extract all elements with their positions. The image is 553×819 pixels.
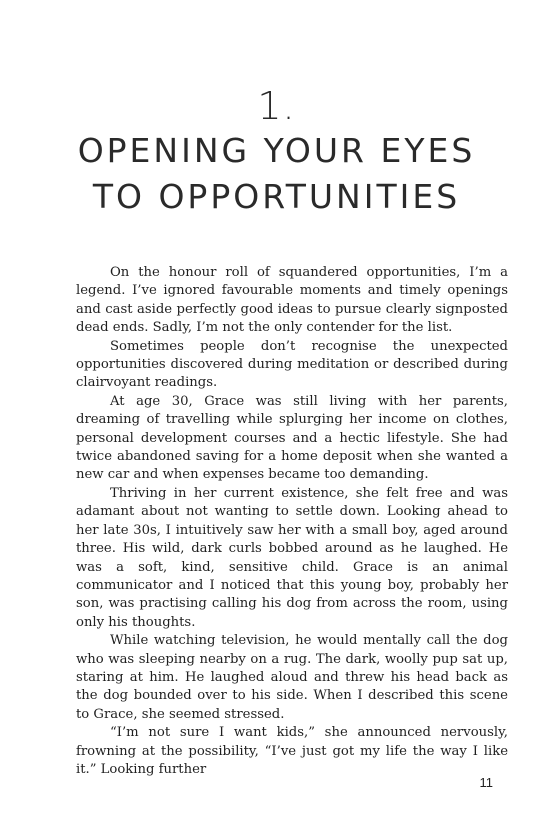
paragraph: On the honour roll of squandered opportunities, I’m a legend. I’ve ignored favourable moments and timely openings and cast aside perfectly good ideas to pursue clearly signposted dead ends. Sadly, I’m not the only contender for the list. bbox=[76, 265, 508, 336]
paragraph: Thriving in her current existence, she felt free and was adamant about not wanting to settle down. Looking ahead to her late 30s, I intuitively saw her with a small boy, aged around three. His wild, dark curls bobbed around as he laughed. He was a soft, kind, sensitive child. Grace is an animal communicator and I noticed that this young boy, probably her son, was practising calling his dog from across the room, using only his thoughts. bbox=[76, 485, 508, 630]
paragraph: While watching television, he would mentally call the dog who was sleeping nearby on a rug. The dark, woolly pup sat up, staring at him. He laughed aloud and threw his head back as the dog bounded over to his side. When I described this scene to Grace, she seemed stressed. bbox=[76, 633, 508, 722]
body-text bbox=[76, 264, 508, 779]
paragraph: “I’m not sure I want kids,” she announced nervously, frowning at the possibility, “I’ve just got my life the way I like it.” Looking further bbox=[76, 725, 508, 777]
chapter-title-line-1: OPENING YOUR EYES bbox=[77, 131, 476, 170]
chapter-title bbox=[0, 128, 553, 220]
chapter-title-line-2: TO OPPORTUNITIES bbox=[92, 177, 461, 216]
page-number: 11 bbox=[479, 775, 493, 790]
paragraph: At age 30, Grace was still living with her parents, dreaming of travelling while splurging her income on clothes, personal development courses and a hectic lifestyle. She had twice abandoned saving for a home deposit when she wanted a new car and when expenses became too demanding. bbox=[76, 393, 508, 483]
chapter-number: 1. bbox=[257, 84, 296, 128]
paragraph: Sometimes people don’t recognise the unexpected opportunities discovered during meditation or described during clairvoyant readings. bbox=[76, 338, 508, 391]
